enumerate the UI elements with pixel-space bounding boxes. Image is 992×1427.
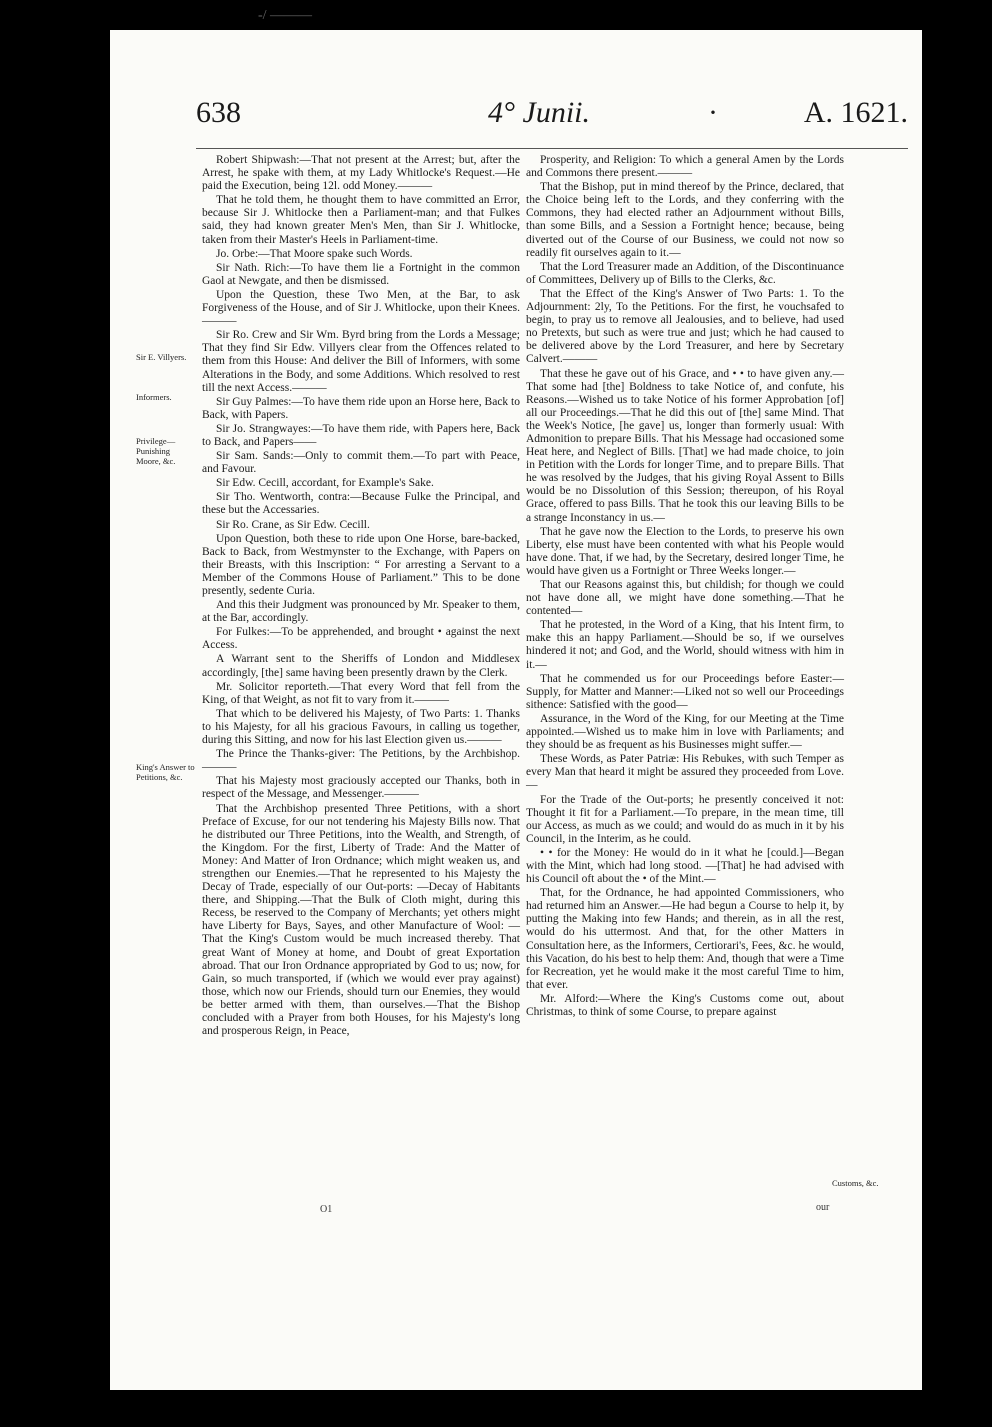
left-column <box>202 154 520 1039</box>
paragraph: Sir Ro. Crew and Sir Wm. Byrd bring from the Lords a Message; That they find Sir Edw. Villyers clear from the Offences related to them from this House: And deliver the Bill of Informers, with some Alterations in the Body, and some Additions. Which resolved to rest till the next Access.——— <box>202 329 520 394</box>
paragraph: That these he gave out of his Grace, and • • to have given any.—That some had [the] Boldness to take Notice of, and confute, his Reasons.—Wished us to take Notice of his former Approbation [of] all our Proceedings.—That he did this out of [the] same Mind. That the Week's Notice, [he gave] us, longer than formerly usual: With Admonition to prepare Bills. That his Message had occasioned some Heat here, and Neglect of Bills. [That] we had made choice, to join in Petition with the Lords for longer Time, and to prepare Bills. That he was resolved by the Judges, that his giving Royal Assent to Bills would be no Dissolution of this Session; thereupon, of his Royal Grace, offered to pass Bills. That he took this our leaving Bills to be a strange Inconstancy in us.— <box>526 367 844 524</box>
paragraph: Sir Tho. Wentworth, contra:—Because Fulke the Principal, and these but the Accessaries. <box>202 491 520 517</box>
paragraph: These Words, as Pater Patriæ: His Rebukes, with such Temper as every Man that heard it might be assured they proceeded from Love.— <box>526 753 844 792</box>
paragraph: Upon the Question, these Two Men, at the Bar, to ask Forgiveness of the House, and of Sir J. Whitlocke, upon their Knees.——— <box>202 288 520 328</box>
margin-note-customs: Customs, &c. <box>832 1178 879 1188</box>
header-rule <box>196 148 908 149</box>
paragraph: Prosperity, and Religion: To which a general Amen by the Lords and Commons there present.——— <box>526 154 844 180</box>
paragraph: That he protested, in the Word of a King, that his Intent firm, to make this an happy Parliament.—Should be so, if we ourselves hindered it not; and God, and the World, should witness with him in it.— <box>526 619 844 671</box>
paragraph: That the Archbishop presented Three Petitions, with a short Preface of Excuse, for our not tendering his Majesty Bills now. That he distributed our Three Petitions, into the Wealth, and Strength, of the Kingdom. For the first, Liberty of Trade: And the Matter of Money: And Matter of Iron Ordnance; which might weaken us, and strengthen our Enemies.—That he represented to his Majesty the Decay of Trade, especially of our Out-ports: —Decay of Habitants there, and Shipping.—That the Bulk of Cloth might, during this Recess, be reserved to the Company of Merchants; yet others might have Liberty for Bays, Sayes, and other Manufacture of Wool: —That the King's Custom would be much increased thereby. That great Want of Money at home, and Doubt of great Exportation abroad. That our Iron Ordnance appropriated by God to us; now, for Gain, so much transported, if (which we would ever pray against) those, which now our Friends, should turn our Enemies, they would be better armed with them, than ourselves.—That the Bishop concluded with a Prayer from both Houses, for his Majesty's long and prosperous Reign, in Peace, <box>202 802 520 1038</box>
paragraph: That the Bishop, put in mind thereof by the Prince, declared, that the Choice being left to the Lords, and they conferring with the Commons, they had elected rather an Adjournment without Bills, than some Bills, and a Session a Fortnight hence; because, being diverted out of the Course of our Business, we could not now so readily fit ourselves again to it.— <box>526 181 844 259</box>
paragraph: That our Reasons against this, but childish; for though we could not have done all, we might have done something.—That he contented— <box>526 579 844 618</box>
paragraph: Mr. Alford:—Where the King's Customs come out, about Christmas, to think of some Course, to prepare against <box>526 992 844 1018</box>
paragraph: Assurance, in the Word of the King, for our Meeting at the Time appointed.—Wished us to make him in love with Parliaments; and they should be as frequent as his Businesses might suffer.— <box>526 712 844 752</box>
margin-note-kings-answer: King's Answer to Petitions, &c. <box>136 762 195 782</box>
signature-mark: O1 <box>320 1204 333 1215</box>
paragraph: Jo. Orbe:—That Moore spake such Words. <box>216 247 413 260</box>
paragraph: A Warrant sent to the Sheriffs of London and Middlesex accordingly, [the] same having been presently drawn by the Clerk. <box>202 653 520 679</box>
paragraph: That the Effect of the King's Answer of Two Parts: 1. To the Adjournment: 2ly, To the Petitions. For the first, he vouchsafed to begin, to pray us to remove all Jealousies, and to believe, had used no Pretexts, but such as were true and just; which he had caused to be delivered above by the Lord Treasurer, and here by Secretary Calvert.——— <box>526 287 844 366</box>
page-year: A. 1621. <box>803 96 908 129</box>
catchword: our <box>816 1202 830 1213</box>
paragraph: Sir Nath. Rich:—To have them lie a Fortnight in the common Gaol at Newgate, and then be dismissed. <box>202 261 520 287</box>
paragraph: That his Majesty most graciously accepted our Thanks, both in respect of the Message, and Messenger.——— <box>202 775 520 801</box>
paragraph: Mr. Solicitor reporteth.—That every Word that fell from the King, of that Weight, as not fit to vary from it.——— <box>202 680 520 706</box>
paragraph: Sir Guy Palmes:—To have them ride upon an Horse here, Back to Back, with Papers. <box>202 395 520 421</box>
margin-note-informers: Informers. <box>136 392 172 402</box>
page-header <box>196 96 908 142</box>
paragraph: That the Lord Treasurer made an Addition, of the Discontinuance of Committees, Delivery up of Bills to the Clerks, &c. <box>526 260 844 286</box>
paragraph: That he commended us for our Proceedings before Easter:—Supply, for Matter and Manner:—Liked not so well our Proceedings sithence: Satisfied with the good— <box>526 672 844 711</box>
right-column <box>526 154 844 1020</box>
paragraph: • • for the Money: He would do in it what he [could.]—Began with the Mint, which had long stood. —[That] he had advised with his Council oft about the • of the Mint.— <box>526 846 844 886</box>
paragraph: Sir Ro. Crane, as Sir Edw. Cecill. <box>216 518 370 531</box>
paragraph: And this their Judgment was pronounced by Mr. Speaker to them, at the Bar, accordingly. <box>202 599 520 625</box>
paragraph: Robert Shipwash:—That not present at the Arrest; but, after the Arrest, he spake with them, at my Lady Whitlocke's Request.—He paid the Execution, being 12l. odd Money.——— <box>202 154 520 193</box>
paragraph: Upon Question, both these to ride upon One Horse, bare-backed, Back to Back, from Westmynster to the Exchange, with Papers on their Breasts, with this Inscription: “ For arresting a Servant to a Member of the Commons House of Parliament.” This to be done presently, sedente Curia. <box>202 532 520 597</box>
page-number: 638 <box>196 96 241 129</box>
paragraph: For the Trade of the Out-ports; he presently conceived it not: Thought it fit for a Parliament.—To prepare, in the mean time, till our Access, as much as we could; and would do as much in it by his Council, in the Interim, as he could. <box>526 793 844 845</box>
paragraph: For Fulkes:—To be apprehended, and brought • against the next Access. <box>202 626 520 652</box>
margin-note-privilege: Privilege— Punishing Moore, &c. <box>136 436 176 466</box>
paragraph: Sir Jo. Strangwayes:—To have them ride, with Papers here, Back to Back, and Papers—— <box>202 422 520 448</box>
paragraph: Sir Edw. Cecill, accordant, for Example's Sake. <box>216 477 434 490</box>
margin-note-villyers: Sir E. Villyers. <box>136 352 187 362</box>
paragraph: That which to be delivered his Majesty, of Two Parts: 1. Thanks to his Majesty, for all his gracious Favours, in calling us together, during this Sitting, and now for his last Election given us.——— <box>202 707 520 747</box>
paragraph: That he told them, he thought them to have committed an Error, because Sir J. Whitlocke then a Parliament-man; and that Fulkes said, they had known greater Men's Men, than Sir J. Whitlocke, taken from their Master's Heels in Parliament-time. <box>202 194 520 246</box>
scan-mark: -/ ——— <box>258 8 313 23</box>
paragraph: The Prince the Thanks-giver: The Petitions, by the Archbishop.——— <box>202 748 520 774</box>
paragraph: That he gave now the Election to the Lords, to preserve his own Liberty, else must have been contented with what his People would have done. That, if we had, by the Secretary, desired longer Time, he would have given us a Fortnight or Three Weeks longer.— <box>526 525 844 577</box>
page-date: 4° Junii. <box>488 96 590 129</box>
paragraph: That, for the Ordnance, he had appointed Commissioners, who had returned him an Answer.—He had begun a Course to help it, by putting the Making into few Hands; and therein, as in all the rest, would do his uttermost. And that, for the other Matters in Consultation here, as the Informers, Certiorari's, Fees, &c. he would, this Vacation, do his best to help them: And, though that were a Time for Recreation, yet he would make it the most careful Time to him, that ever. <box>526 887 844 991</box>
header-dot: · <box>708 96 718 129</box>
paragraph: Sir Sam. Sands:—Only to commit them.—To part with Peace, and Favour. <box>202 450 520 476</box>
document-page <box>110 8 922 1390</box>
